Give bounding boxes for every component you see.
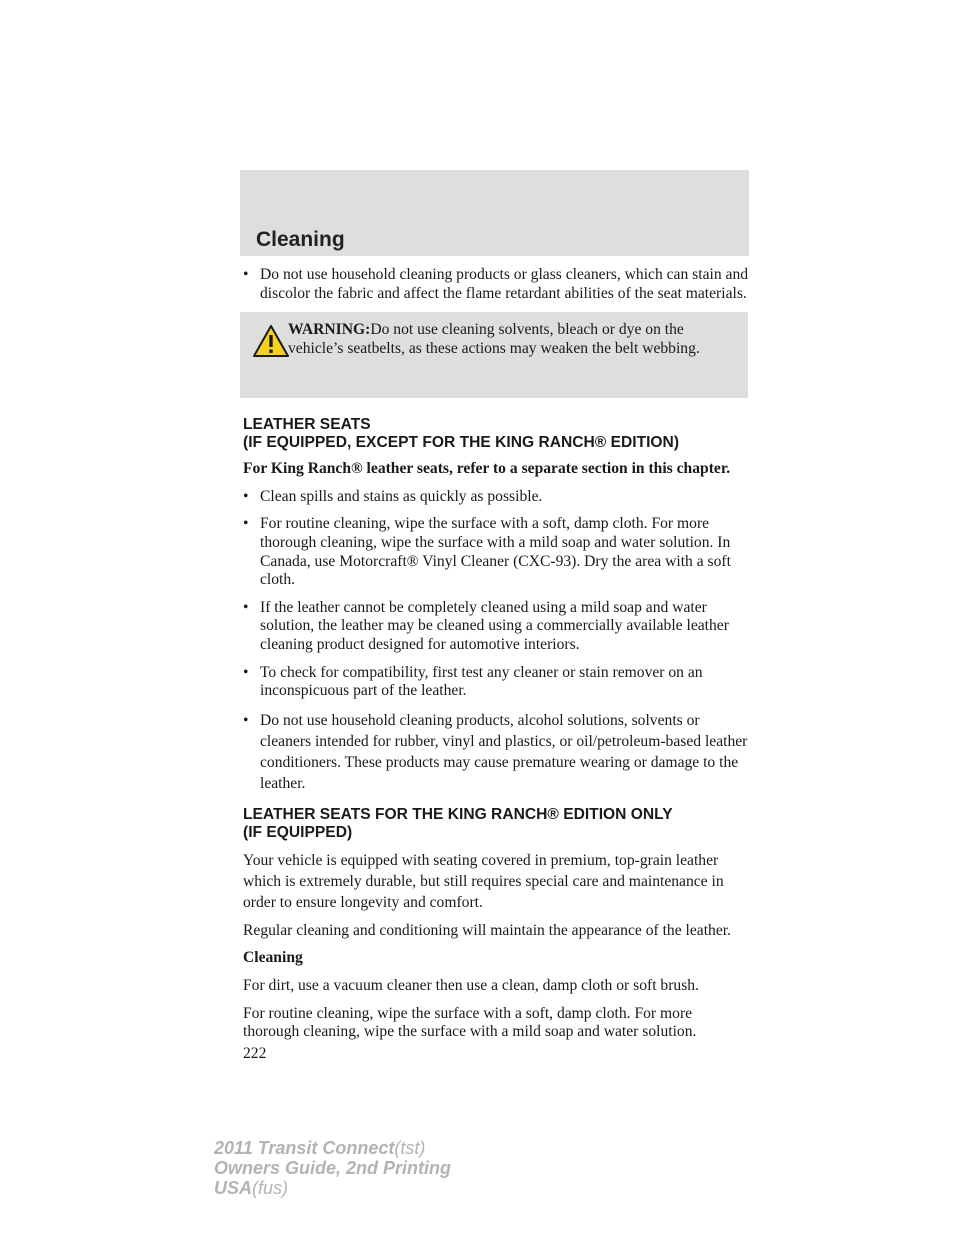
section-heading-king-ranch — [243, 806, 749, 842]
paragraph: For routine cleaning, wipe the surface with a soft, damp cloth. For more thorough cleaning, wipe the surface with a mild soap and water solution. — [243, 1004, 697, 1041]
footer-line-3 — [214, 1178, 451, 1198]
footer-model-code: (tst) — [394, 1138, 426, 1158]
footer-line-2 — [214, 1158, 451, 1178]
section-heading-line: (IF EQUIPPED) — [243, 823, 353, 841]
section-heading-leather-seats — [243, 416, 749, 452]
list-item: • Do not use household cleaning products, alcohol solutions, solvents or cleaners intended for rubber, vinyl and plastics, or oil/petroleum-based leather conditioners. These products may cause premature wearing or damage to the leather. — [243, 710, 749, 794]
footer-market-code: (fus) — [252, 1178, 289, 1198]
intro-bullet: • Do not use household cleaning products or glass cleaners, which can stain and discolor the fabric and affect the flame retardant abilities of the seat materials. — [243, 266, 749, 303]
footer-print-info — [214, 1138, 451, 1198]
warning-box — [240, 312, 748, 398]
warning-label: WARNING: — [288, 321, 371, 339]
chapter-title: Cleaning — [256, 228, 345, 251]
chapter-header-band — [240, 170, 749, 256]
footer-line-1 — [214, 1138, 451, 1158]
warning-text-first: Do not use cleaning solvents, bleach or dye on the — [370, 321, 684, 339]
paragraph: Regular cleaning and conditioning will maintain the appearance of the leather. — [243, 921, 731, 939]
warning-text-rest-content: vehicle’s seatbelts, as these actions may weaken the belt webbing. — [288, 339, 700, 357]
warning-first-line — [246, 321, 742, 340]
page-content — [243, 266, 749, 1063]
footer-printing: Owners Guide, 2nd Printing — [214, 1158, 452, 1178]
footer-model: 2011 Transit Connect — [214, 1138, 395, 1158]
section-heading-line: LEATHER SEATS FOR THE KING RANCH® EDITION ONLY — [243, 805, 673, 823]
section-heading-line: LEATHER SEATS — [243, 416, 371, 434]
list-item: • If the leather cannot be completely cleaned using a mild soap and water solution, the leather may be cleaned using a commercially available leather cleaning product designed for automotive interiors. — [243, 599, 749, 655]
page-number: 222 — [243, 1044, 267, 1062]
list-item: • Clean spills and stains as quickly as possible. — [243, 488, 749, 507]
warning-triangle-icon — [252, 324, 290, 358]
subheading-cleaning: Cleaning — [243, 949, 303, 967]
list-item: • To check for compatibility, first test any cleaner or stain remover on an inconspicuous part of the leather. — [243, 664, 749, 701]
section-heading-line: (IF EQUIPPED, EXCEPT FOR THE KING RANCH® EDITION) — [243, 434, 680, 452]
paragraph: For dirt, use a vacuum cleaner then use a clean, damp cloth or soft brush. — [243, 976, 699, 994]
list-item: • For routine cleaning, wipe the surface with a soft, damp cloth. For more thorough cleaning, wipe the surface with a mild soap and water solution. In Canada, use Motorcraft® Vinyl Cleaner (CXC-93). Dry the area with a soft cloth. — [243, 515, 749, 589]
king-ranch-note: For King Ranch® leather seats, refer to a separate section in this chapter. — [243, 460, 731, 478]
warning-text-rest — [246, 340, 742, 359]
paragraph: Your vehicle is equipped with seating covered in premium, top-grain leather which is extremely durable, but still requires special care and maintenance in order to ensure longevity and comfort. — [243, 851, 724, 911]
footer-market: USA — [214, 1178, 253, 1198]
